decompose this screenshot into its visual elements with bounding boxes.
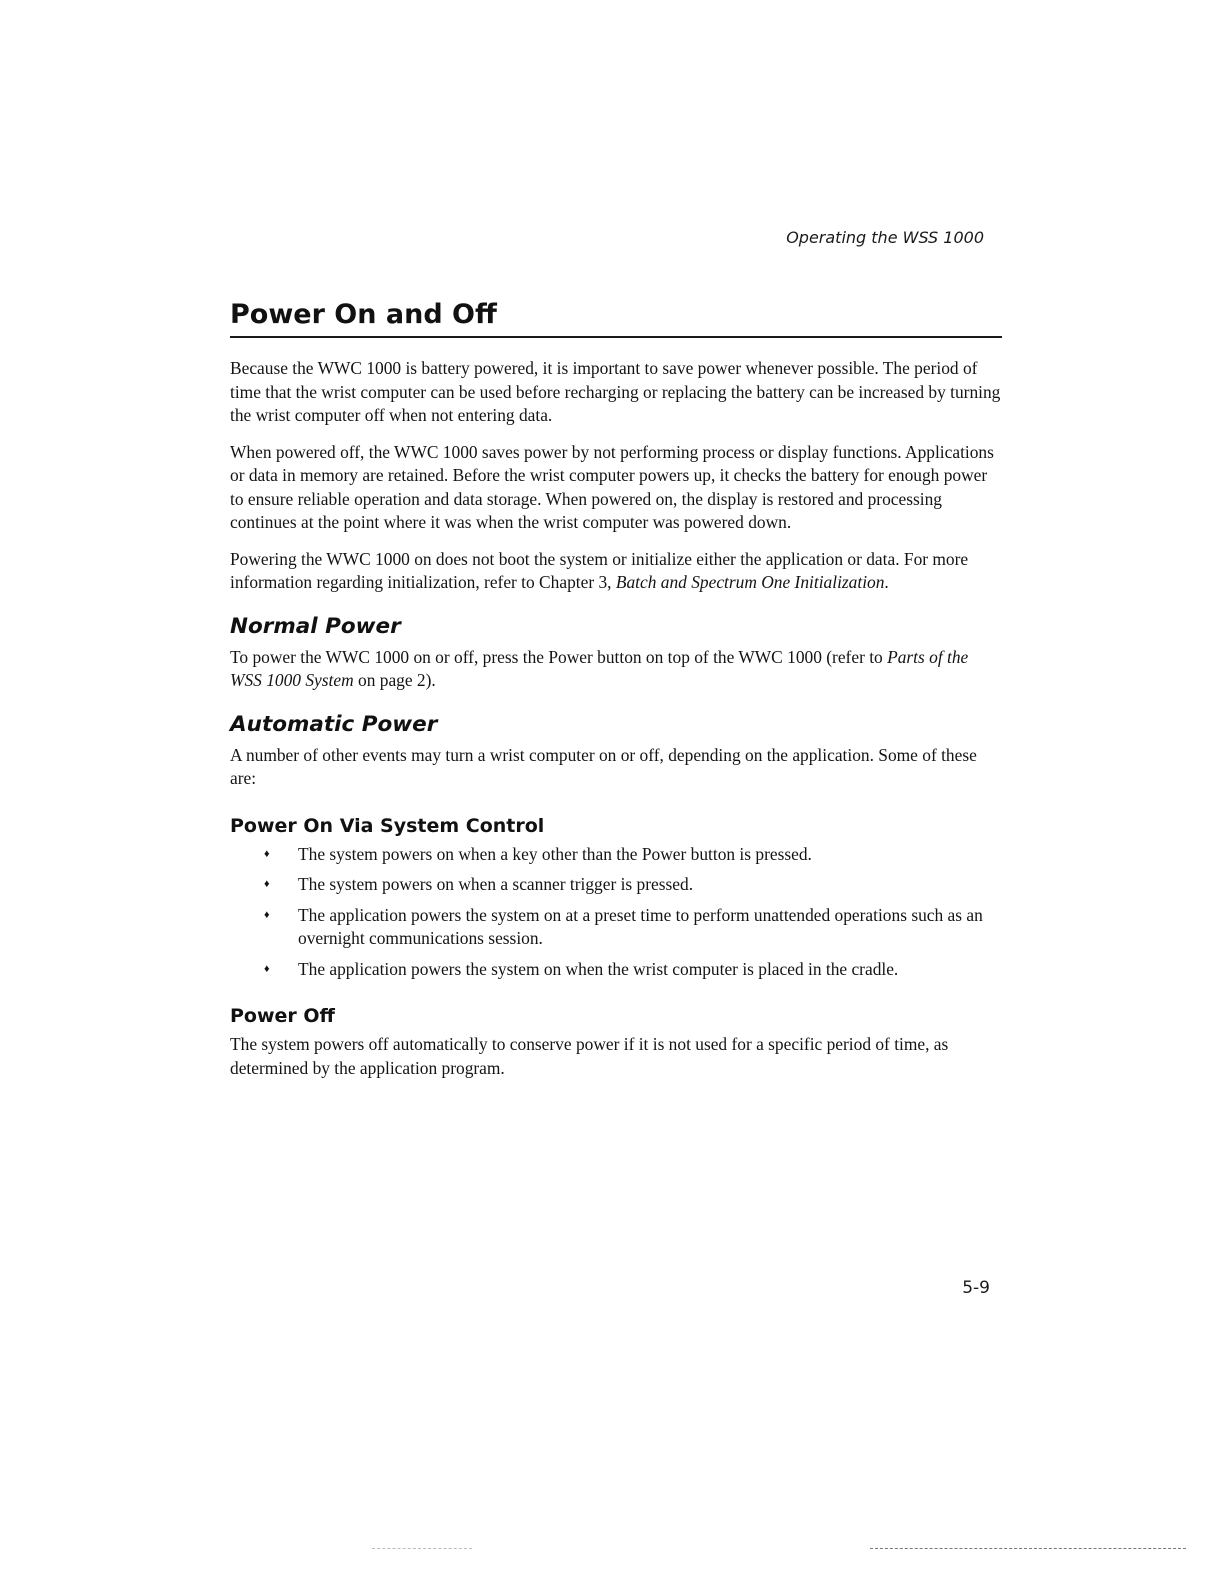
normal-power-text-end: on page 2). — [353, 670, 436, 690]
intro-paragraph: Because the WWC 1000 is battery powered, it is important to save power whenever possible. The period of time that the wrist computer can be used before recharging or replacing the battery can be increased by turning the wrist computer off when not entering data. — [230, 358, 1001, 425]
list-item — [230, 873, 1002, 897]
power-off-heading: Power Off — [230, 1005, 335, 1027]
list-item-text: The system powers on when a key other than the Power button is pressed. — [298, 843, 812, 864]
list-item-text: The application powers the system on when the wrist computer is placed in the cradle. — [298, 958, 899, 979]
diamond-bullet-icon: ♦ — [264, 908, 270, 921]
power-on-events-list — [230, 843, 1002, 982]
diamond-bullet-icon: ♦ — [264, 962, 270, 975]
diamond-bullet-icon: ♦ — [264, 847, 270, 860]
power-on-via-system-control-heading: Power On Via System Control — [230, 814, 545, 837]
normal-power-paragraph — [230, 646, 1002, 693]
power-off-paragraph: The system powers off automatically to conserve power if it is not used for a specific period of time, as determined by the application program. — [230, 1034, 949, 1078]
automatic-power-heading: Automatic Power — [230, 711, 438, 737]
section-title: Power On and Off — [230, 296, 1002, 338]
scan-artifact-line — [372, 1548, 472, 1550]
list-item — [230, 843, 1002, 867]
page-number: 5-9 — [962, 1278, 990, 1298]
page-content — [230, 296, 1002, 1080]
scan-artifact-line — [870, 1548, 1186, 1550]
list-item — [230, 958, 1002, 982]
automatic-power-paragraph: A number of other events may turn a wrist computer on or off, depending on the application. Some of these are: — [230, 744, 977, 788]
initialization-paragraph — [230, 548, 1002, 595]
initialization-chapter-reference: Batch and Spectrum One Initialization — [615, 572, 885, 592]
initialization-text: Powering the WWC 1000 on does not boot the system or initialize either the application or data. For more information regarding initialization, refer to Chapter 3, — [230, 548, 969, 592]
diamond-bullet-icon: ♦ — [264, 878, 270, 890]
normal-power-heading: Normal Power — [230, 613, 401, 639]
powered-off-paragraph: When powered off, the WWC 1000 saves power by not performing process or display functions. Applications or data in memory are retained. Before the wrist computer powers up, it checks the battery for enough power to ensure reliable operation and data storage. When powered on, the display is restored and processing continues at the point where it was when the wrist computer was powered down. — [230, 441, 994, 532]
normal-power-text: To power the WWC 1000 on or off, press the Power button on top of the WWC 1000 (refer to — [230, 646, 888, 667]
parts-reference: Parts of the WSS 1000 System — [230, 646, 969, 690]
running-header: Operating the WSS 1000 — [786, 228, 984, 247]
list-item-text: The application powers the system on at a preset time to perform unattended operations such as an overnight communications session. — [298, 904, 983, 948]
list-item — [230, 904, 1002, 951]
list-item-text: The system powers on when a scanner trigger is pressed. — [298, 874, 694, 894]
initialization-text-end: . — [884, 572, 889, 592]
